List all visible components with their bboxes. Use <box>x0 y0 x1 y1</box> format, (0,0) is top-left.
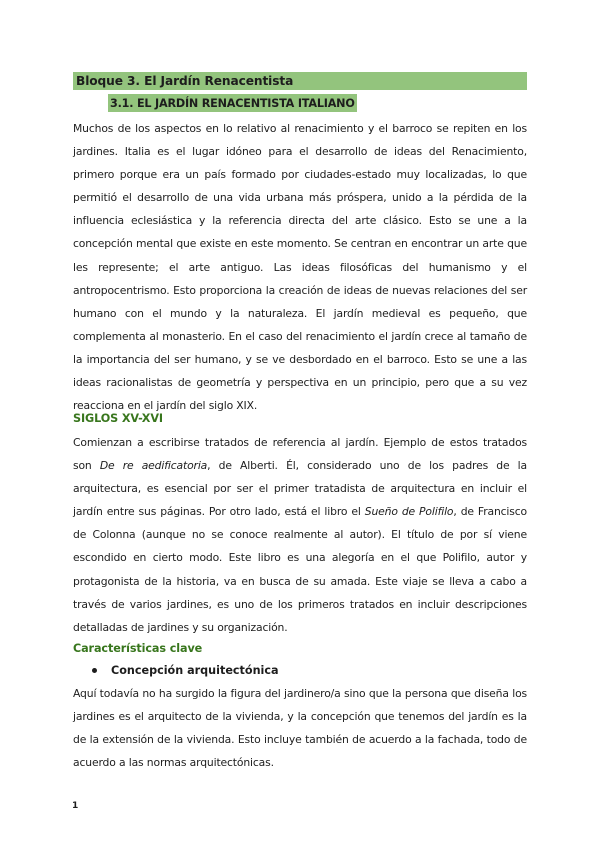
siglos-heading: SIGLOS XV-XVI <box>73 412 163 425</box>
block-header: Bloque 3. El Jardín Renacentista <box>73 72 527 90</box>
siglos-text-start: Comienzan a escribirse tratados de referencia al jardín. Ejemplo de estos tratados son <box>73 436 527 473</box>
bullet-concepcion-arquitectonica <box>92 662 279 679</box>
treatise-title-sueno-de-polifilo: Sueño de Polifilo <box>364 505 454 519</box>
siglos-text-end: , de Francisco de Colonna (aunque no se conoce realmente al autor). El título de por sí viene escondido en cierto modo. Este libro es una alegoría en el que Polifilo, autor y protagonista de la historia, va en busca de su amada. Este viaje se lleva a cabo a través de varios jardines, es uno de los primeros tratados en incluir descripciones detalladas de jardines y su organización. <box>73 505 527 634</box>
caracteristicas-heading: Características clave <box>73 642 203 655</box>
siglos-text-middle: , de Alberti. Él, considerado uno de los padres de la arquitectura, es esencial por ser el primer tratadista de arquitectura en incluir el jardín entre sus páginas. Por otro lado, está el libro el <box>73 459 527 519</box>
section-title: 3.1. EL JARDÍN RENACENTISTA ITALIANO <box>108 94 357 112</box>
bullet-dot-icon <box>92 668 97 673</box>
bullet-label: Concepción arquitectónica <box>111 664 279 677</box>
siglos-paragraph <box>73 431 527 639</box>
caracteristicas-paragraph: Aquí todavía no ha surgido la figura del jardinero/a sino que la persona que diseña los jardines es el arquitecto de la vivienda, y la concepción que tenemos del jardín es la de la extensión de la vivienda. Esto incluye también de acuerdo a la fachada, todo de acuerdo a las normas arquitectónicas. <box>73 687 527 770</box>
page-number: 1 <box>72 801 79 811</box>
treatise-title-de-re-aedificatoria: De re aedificatoria <box>99 459 208 473</box>
intro-paragraph: Muchos de los aspectos en lo relativo al renacimiento y el barroco se repiten en los jardines. Italia es el lugar idóneo para el desarrollo de ideas del Renacimiento, primero porque era un país formado por ciudades-estado muy localizadas, lo que permitió el desarrollo de una vida urbana más próspera, unido a la pérdida de la influencia eclesiástica y la referencia directa del arte clásico. Esto se une a la concepción mental que existe en este momento. Se centran en encontrar un arte que les represente; el arte antiguo. Las ideas filosóficas del humanismo y el antropocentrismo. Esto proporciona la creación de ideas de nuevas relaciones del ser humano con el mundo y la naturaleza. El jardín medieval es pequeño, que complementa al monasterio. En el caso del renacimiento el jardín crece al tamaño de la importancia del ser humano, y se ve desbordado en el barroco. Esto se une a las ideas racionalistas de geometría y perspectiva en un principio, pero que a su vez reacciona en el jardín del siglo XIX. <box>73 122 527 413</box>
